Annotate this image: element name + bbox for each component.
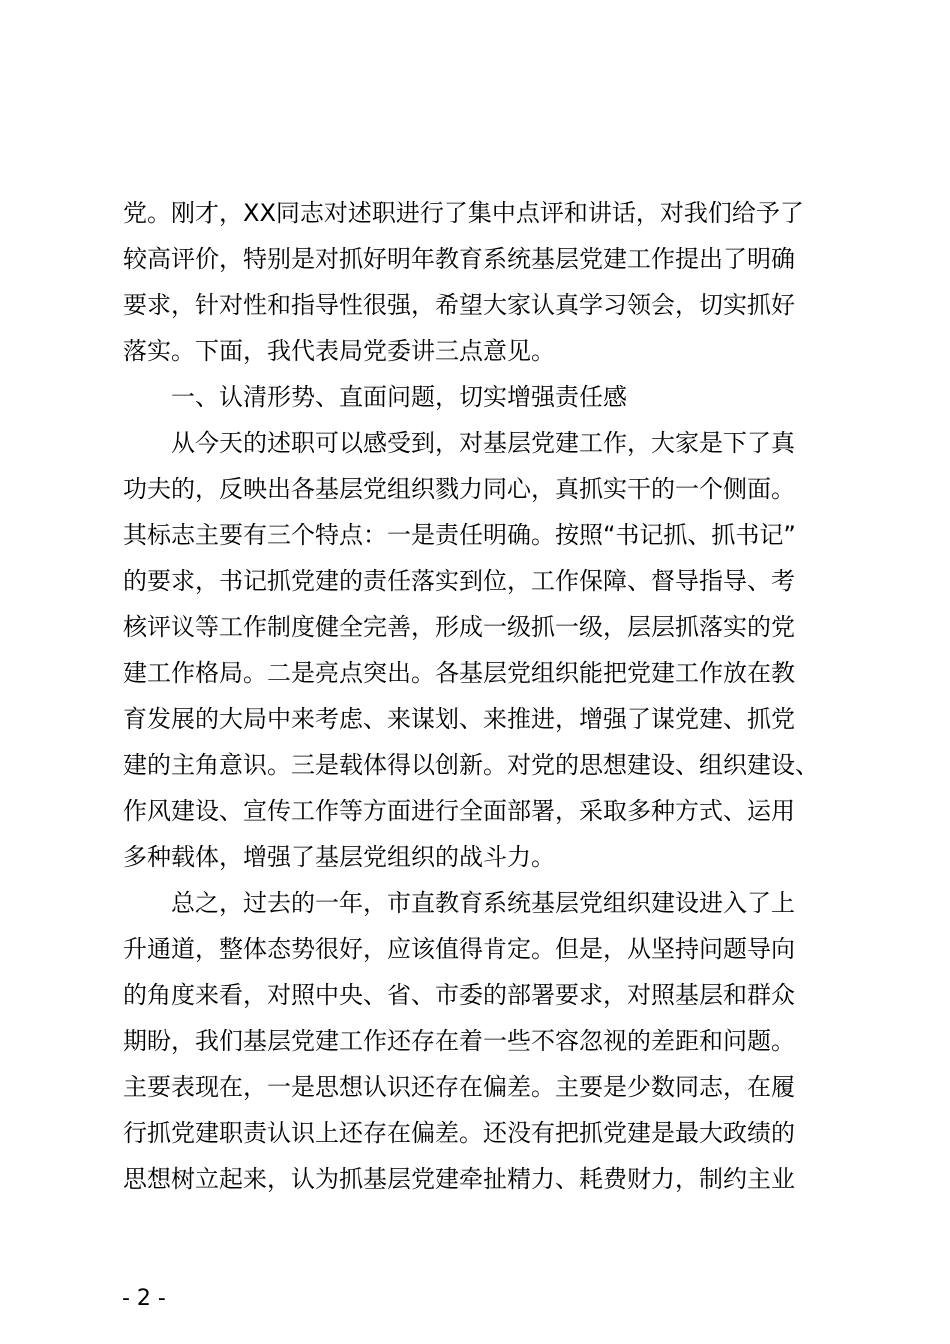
- text-line: 行抓党建职责认识上还存在偏差。还没有把抓党建是最大政绩的: [123, 1119, 795, 1147]
- text-line: 核评议等工作制度健全完善，形成一级抓一级，层层抓落实的党: [123, 613, 795, 641]
- text-line: 的角度来看，对照中央、省、市委的部署要求，对照基层和群众: [123, 981, 795, 1009]
- text-line: 作风建设、宣传工作等方面进行全面部署，采取多种方式、运用: [123, 797, 795, 825]
- text-line: 从今天的述职可以感受到，对基层党建工作，大家是下了真: [171, 429, 795, 457]
- text-line: 党。刚才，XX同志对述职进行了集中点评和讲话，对我们给予了: [123, 199, 804, 227]
- text-line: 的要求，书记抓党建的责任落实到位，工作保障、督导指导、考: [123, 567, 795, 595]
- text-line: 升通道，整体态势很好，应该值得肯定。但是，从坚持问题导向: [123, 935, 795, 963]
- text-line: 育发展的大局中来考虑、来谋划、来推进，增强了谋党建、抓党: [123, 705, 795, 733]
- text-line: 建的主角意识。三是载体得以创新。对党的思想建设、组织建设、: [123, 751, 819, 779]
- text-line: 期盼，我们基层党建工作还存在着一些不容忽视的差距和问题。: [123, 1027, 795, 1055]
- text-line: 总之，过去的一年，市直教育系统基层党组织建设进入了上: [171, 889, 795, 917]
- text-line: 功夫的，反映出各基层党组织戮力同心，真抓实干的一个侧面。: [123, 475, 795, 503]
- page-number: - 2 -: [122, 1286, 166, 1311]
- text-line: 主要表现在，一是思想认识还存在偏差。主要是少数同志，在履: [123, 1073, 795, 1101]
- text-line: 建工作格局。二是亮点突出。各基层党组织能把党建工作放在教: [123, 659, 795, 687]
- section-heading: 一、认清形势、直面问题，切实增强责任感: [171, 383, 627, 411]
- text-line: 较高评价，特别是对抓好明年教育系统基层党建工作提出了明确: [123, 245, 795, 273]
- text-line: 其标志主要有三个特点：一是责任明确。按照“书记抓、抓书记”: [123, 521, 796, 549]
- text-line: 要求，针对性和指导性很强，希望大家认真学习领会，切实抓好: [123, 291, 795, 319]
- text-line: 多种载体，增强了基层党组织的战斗力。: [123, 843, 555, 871]
- text-line: 落实。下面，我代表局党委讲三点意见。: [123, 337, 555, 365]
- text-line: 思想树立起来，认为抓基层党建牵扯精力、耗费财力，制约主业: [123, 1165, 795, 1193]
